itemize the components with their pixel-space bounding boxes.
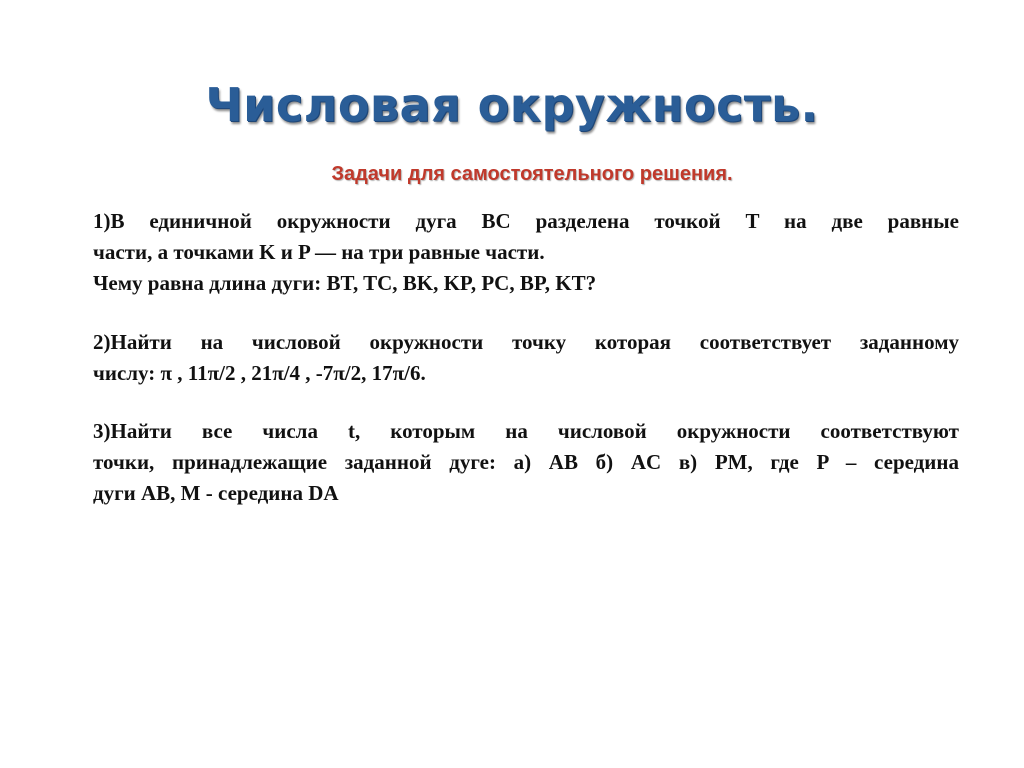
task-2-line-2: числу: π , 11π/2 , 21π/4 , -7π/2, 17π/6.: [93, 361, 426, 385]
slide-subtitle: Задачи для самостоятельного решения.: [331, 163, 733, 185]
task-3-line-3: дуги AB, M - середина DA: [93, 481, 339, 505]
task-3-line-1: 3)Найти все числа t, которым на числовой окружности соответствуют: [93, 419, 959, 443]
task-2-line-1: 2)Найти на числовой окружности точку которая соответствует заданному: [93, 330, 959, 354]
task-3-line-2: точки, принадлежащие заданной дуге: а) AB б) AC в) PM, где P – середина: [93, 450, 959, 474]
task-1-line-1: 1)В единичной окружности дуга BC разделена точкой T на две равные: [93, 209, 959, 233]
task-1-line-3: Чему равна длина дуги: BT, TC, BK, KP, PC, BP, KT?: [93, 271, 597, 295]
task-3: [93, 416, 959, 509]
task-1: [93, 206, 959, 299]
slide-title: Числовая окружность.: [205, 78, 819, 132]
task-1-line-2: части, а точками K и P — на три равные части.: [93, 240, 545, 264]
task-2: [93, 327, 959, 389]
